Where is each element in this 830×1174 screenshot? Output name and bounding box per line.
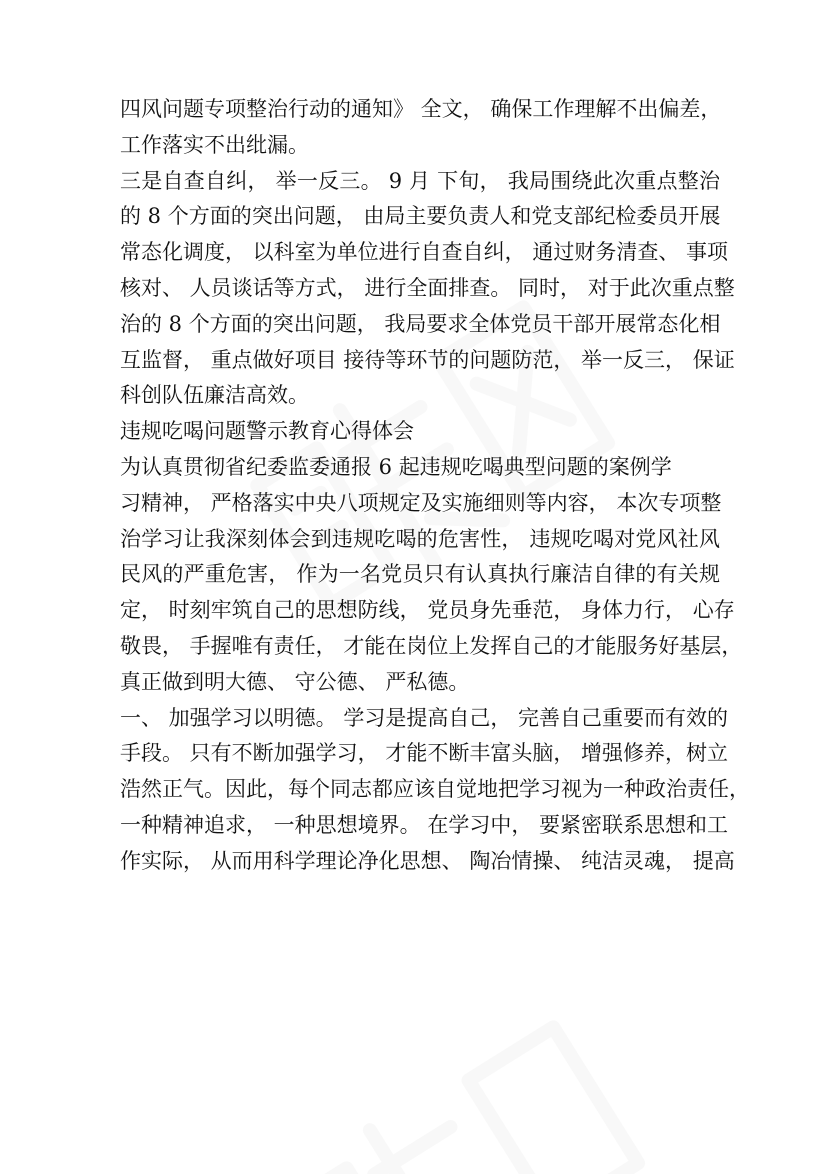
- text-line: 核对、 人员谈话等方式， 进行全面排查。 同时， 对于此次重点整: [120, 275, 735, 300]
- text-line: 手段。 只有不断加强学习， 才能不断丰富头脑， 增强修养，树立: [120, 741, 729, 766]
- text-line: 敬畏， 手握唯有责任， 才能在岗位上发挥自己的才能服务好基层，: [120, 633, 743, 658]
- text-line: 科创队伍廉洁高效。: [120, 383, 309, 408]
- text-line: 的 8 个方面的突出问题， 由局主要负责人和党支部纪检委员开展: [120, 204, 721, 229]
- text-line: 一种精神追求， 一种思想境界。 在学习中， 要紧密联系思想和工: [120, 812, 729, 837]
- text-line: 为认真贯彻省纪委监委通报 6 起违规吃喝典型问题的案例学: [120, 454, 672, 479]
- text-line: 民风的严重危害， 作为一名党员只有认真执行廉洁自律的有关规: [120, 562, 720, 587]
- watermark-icon: [238, 974, 681, 1174]
- text-line: 作实际， 从而用科学理论净化思想、 陶冶情操、 纯洁灵魂， 提高: [120, 848, 735, 873]
- text-line: 定， 时刻牢筑自己的思想防线， 党员身先垂范， 身体力行， 心存: [120, 598, 735, 623]
- document-body: [120, 92, 750, 880]
- text-line: 常态化调度， 以科室为单位进行自查自纠， 通过财务清查、 事项: [120, 240, 729, 265]
- text-line: 治学习让我深刻体会到违规吃喝的危害性， 违规吃喝对党风社风: [120, 526, 720, 551]
- text-line: 浩然正气。因此，每个同志都应该自觉地把学习视为一种政治责任，: [120, 777, 750, 802]
- text-line: 工作落实不出纰漏。: [120, 132, 309, 157]
- section-heading: 违规吃喝问题警示教育心得体会: [120, 419, 414, 444]
- text-line: 互监督， 重点做好项目 接待等环节的问题防范， 举一反三， 保证: [120, 347, 735, 372]
- text-line: 四风问题专项整治行动的通知》 全文， 确保工作理解不出偏差，: [120, 97, 722, 121]
- text-line: 治的 8 个方面的突出问题， 我局要求全体党员干部开展常态化相: [120, 311, 721, 336]
- text-line: 一、 加强学习以明德。 学习是提高自己， 完善自己重要而有效的: [120, 705, 729, 730]
- text-line: 三是自查自纠， 举一反三。 9 月 下旬， 我局围绕此次重点整治: [120, 168, 720, 193]
- text-line: 习精神， 严格落实中央八项规定及实施细则等内容， 本次专项整: [120, 490, 722, 515]
- text-line: 真正做到明大德、 守公德、 严私德。: [120, 669, 470, 694]
